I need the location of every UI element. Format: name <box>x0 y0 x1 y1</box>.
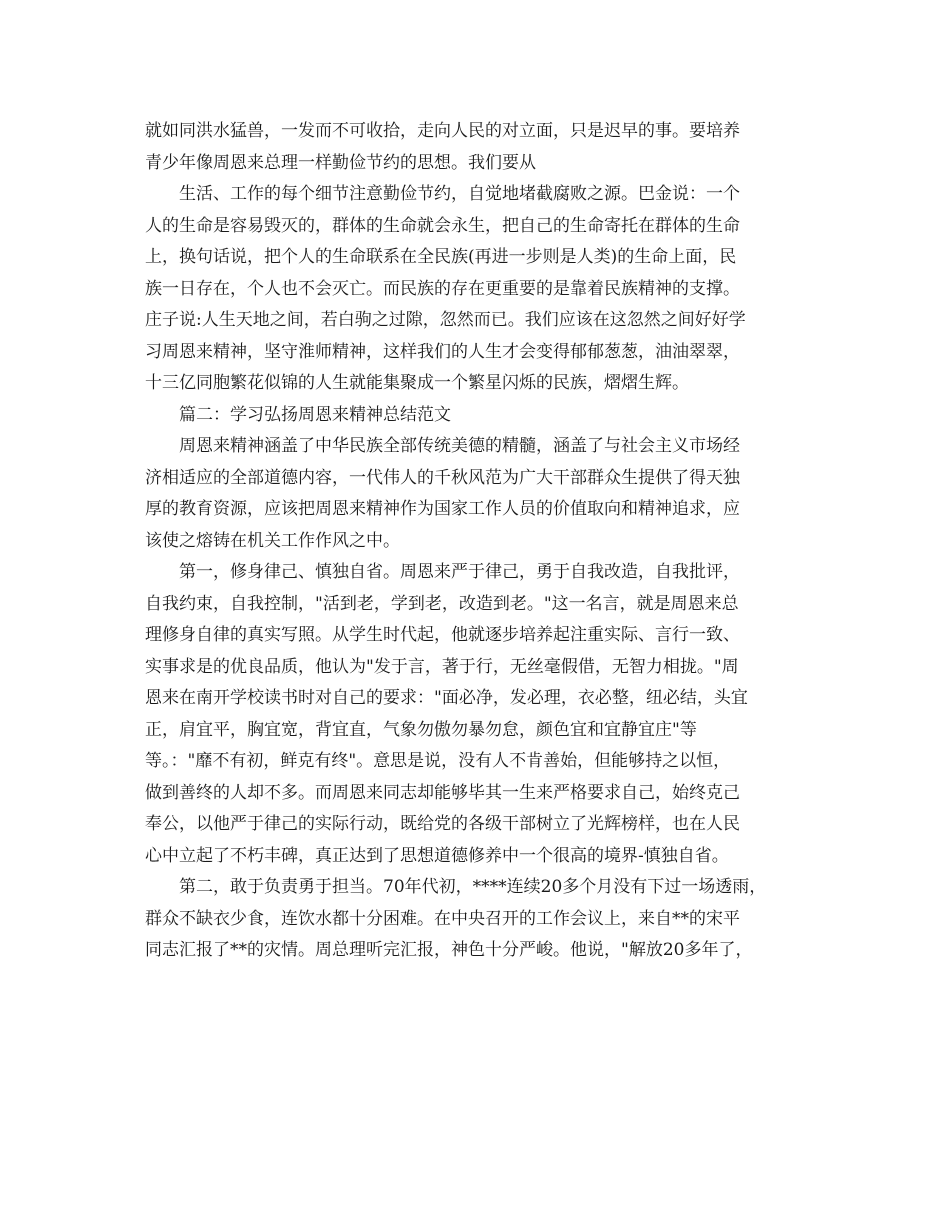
text-line: 就如同洪水猛兽，一发而不可收拾，走向人民的对立面，只是迟早的事。要培养 <box>145 121 740 141</box>
text-line: 等。："靡不有初，鲜克有终"。意思是说，没有人不肯善始，但能够持之以恒， <box>145 751 731 771</box>
text-line: 十三亿同胞繁花似锦的人生就能集聚成一个繁星闪烁的民族，熠熠生辉。 <box>145 373 689 393</box>
text-line: 习周恩来精神，坚守淮师精神，这样我们的人生才会变得郁郁葱葱，油油翠翠， <box>145 341 740 362</box>
document-body <box>145 116 805 967</box>
text-line: 第二，敢于负责勇于担当。70年代初，****连续20多个月没有下过一场透雨， <box>179 877 767 897</box>
text-line: 同志汇报了**的灾情。周总理听完汇报，神色十分严峻。他说，"解放20多年了， <box>145 940 753 960</box>
text-line: 济相适应的全部道德内容，一代伟人的千秋风范为广大干部群众生提供了得天独 <box>145 467 740 488</box>
text-line: 厚的教育资源，应该把周恩来精神作为国家工作人员的价值取向和精神追求，应 <box>145 499 740 519</box>
text-line: 正，肩宜平，胸宜宽，背宜直，气象勿傲勿暴勿怠，颜色宜和宜静宜庄"等 <box>145 719 697 740</box>
text-line: 群众不缺衣少食，连饮水都十分困难。在中央召开的工作会议上，来自**的宋平 <box>145 908 740 929</box>
text-line: 奉公，以他严于律己的实际行动，既给党的各级干部树立了光辉榜样，也在人民 <box>145 814 740 834</box>
text-line: 上，换句话说，把个人的生命联系在全民族(再进一步则是人类)的生命上面，民 <box>145 247 737 267</box>
text-line: 做到善终的人却不多。而周恩来同志却能够毕其一生来严格要求自己，始终克己 <box>145 782 740 803</box>
text-line: 庄子说:人生天地之间，若白驹之过隙，忽然而已。我们应该在这忽然之间好好学 <box>145 310 746 330</box>
text-line: 自我约束，自我控制，"活到老，学到老，改造到老。"这一名言，就是周恩来总 <box>145 593 739 614</box>
text-line: 恩来在南开学校读书时对自己的要求："面必净，发必理，衣必整，纽必结，头宜 <box>145 688 748 708</box>
text-line: 该使之熔铸在机关工作作风之中。 <box>145 530 400 551</box>
text-line: 理修身自律的真实写照。从学生时代起，他就逐步培养起注重实际、言行一致、 <box>145 625 740 645</box>
text-line: 实事求是的优良品质，他认为"发于言，著于行，无丝毫假借，无智力相拢。"周 <box>145 656 739 677</box>
text-line: 生活、工作的每个细节注意勤俭节约，自觉地堵截腐败之源。巴金说：一个 <box>179 184 740 204</box>
text-line: 心中立起了不朽丰碑，真正达到了思想道德修养中一个很高的境界-慎独自省。 <box>145 845 729 866</box>
text-line: 青少年像周恩来总理一样勤俭节约的思想。我们要从 <box>145 152 536 173</box>
text-line: 周恩来精神涵盖了中华民族全部传统美德的精髓，涵盖了与社会主义市场经 <box>179 436 740 456</box>
text-line: 篇二：学习弘扬周恩来精神总结范文 <box>179 404 451 425</box>
text-line: 人的生命是容易毁灭的，群体的生命就会永生，把自己的生命寄托在群体的生命 <box>145 215 740 236</box>
text-line: 族一日存在，个人也不会灭亡。而民族的存在更重要的是靠着民族精神的支撑。 <box>145 278 740 299</box>
text-line: 第一，修身律己、慎独自省。周恩来严于律己，勇于自我改造，自我批评， <box>179 562 740 582</box>
